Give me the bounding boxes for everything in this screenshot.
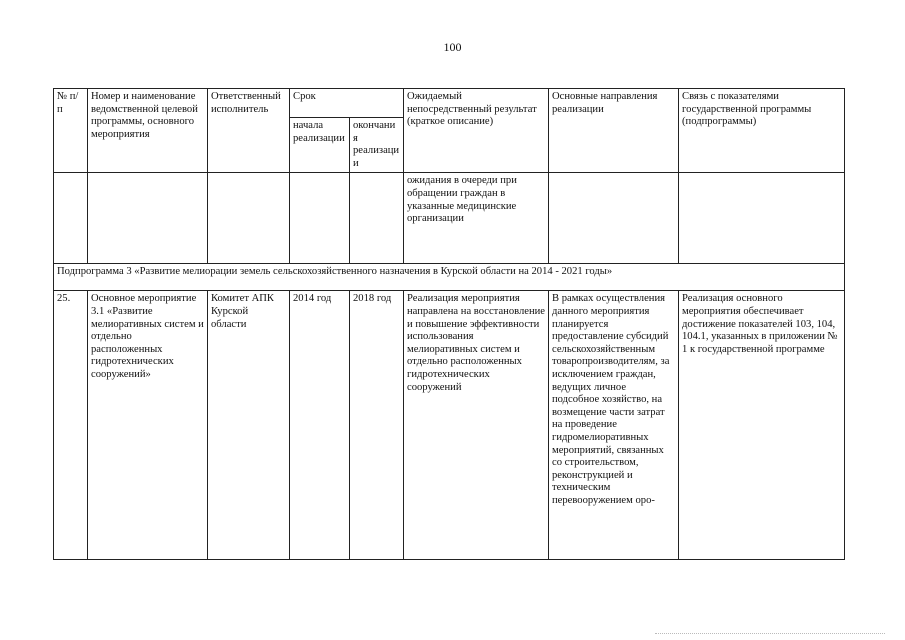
header-link: Связь с показателями государственной программы (подпрограммы)	[679, 89, 845, 173]
cont-directions	[549, 173, 679, 264]
cont-start	[290, 173, 350, 264]
header-name: Номер и наименование ведомственной целевой программы, основного мероприятия	[88, 89, 208, 173]
subprogram-row	[54, 264, 845, 291]
row-directions: В рамках осуществления данного мероприятия планируется предоставление субсидий сельскохозяйственным товаропроизводителям, за исключением граждан, ведущих личное подсобное хозяйство, на возмещение части затрат на проведение гидромелиоративных мероприятий, связанных со строительством, реконструкцией и техническим перевооружением оро-	[549, 291, 679, 560]
subprogram-title: Подпрограмма 3 «Развитие мелиорации земель сельскохозяйственного назначения в Курской области на 2014 - 2021 годы»	[54, 264, 845, 291]
cont-responsible	[208, 173, 290, 264]
table-row	[54, 291, 845, 560]
header-row	[54, 89, 845, 118]
header-expected: Ожидаемый непосредственный результат (краткое описание)	[404, 89, 549, 173]
header-num: № п/п	[54, 89, 88, 173]
header-directions: Основные направления реализации	[549, 89, 679, 173]
program-table	[53, 88, 845, 560]
header-term: Срок	[290, 89, 404, 118]
header-responsible: Ответственный исполнитель	[208, 89, 290, 173]
cont-link	[679, 173, 845, 264]
cont-name	[88, 173, 208, 264]
row-responsible: Комитет АПК Курской области	[208, 291, 290, 560]
row-num: 25.	[54, 291, 88, 560]
row-name: Основное мероприятие 3.1 «Развитие мелиоративных систем и отдельно расположенных гидротехнических сооружений»	[88, 291, 208, 560]
row-expected: Реализация мероприятия направлена на восстановление и повышение эффективности использования мелиоративных систем и отдельно расположенных гидротехнических сооружений	[404, 291, 549, 560]
cont-num	[54, 173, 88, 264]
row-end: 2018 год	[350, 291, 404, 560]
cont-end	[350, 173, 404, 264]
scan-artifact	[655, 633, 885, 636]
continuation-row	[54, 173, 845, 264]
header-term-end: окончания реализации	[350, 118, 404, 173]
cont-expected: ожидания в очереди при обращении граждан в указанные медицинские организации	[404, 173, 549, 264]
page-number: 100	[443, 40, 462, 54]
row-start: 2014 год	[290, 291, 350, 560]
header-term-start: начала реализации	[290, 118, 350, 173]
row-link: Реализация основного мероприятия обеспечивает достижение показателей 103, 104, 104.1, указанных в приложении № 1 к государственной программе	[679, 291, 845, 560]
